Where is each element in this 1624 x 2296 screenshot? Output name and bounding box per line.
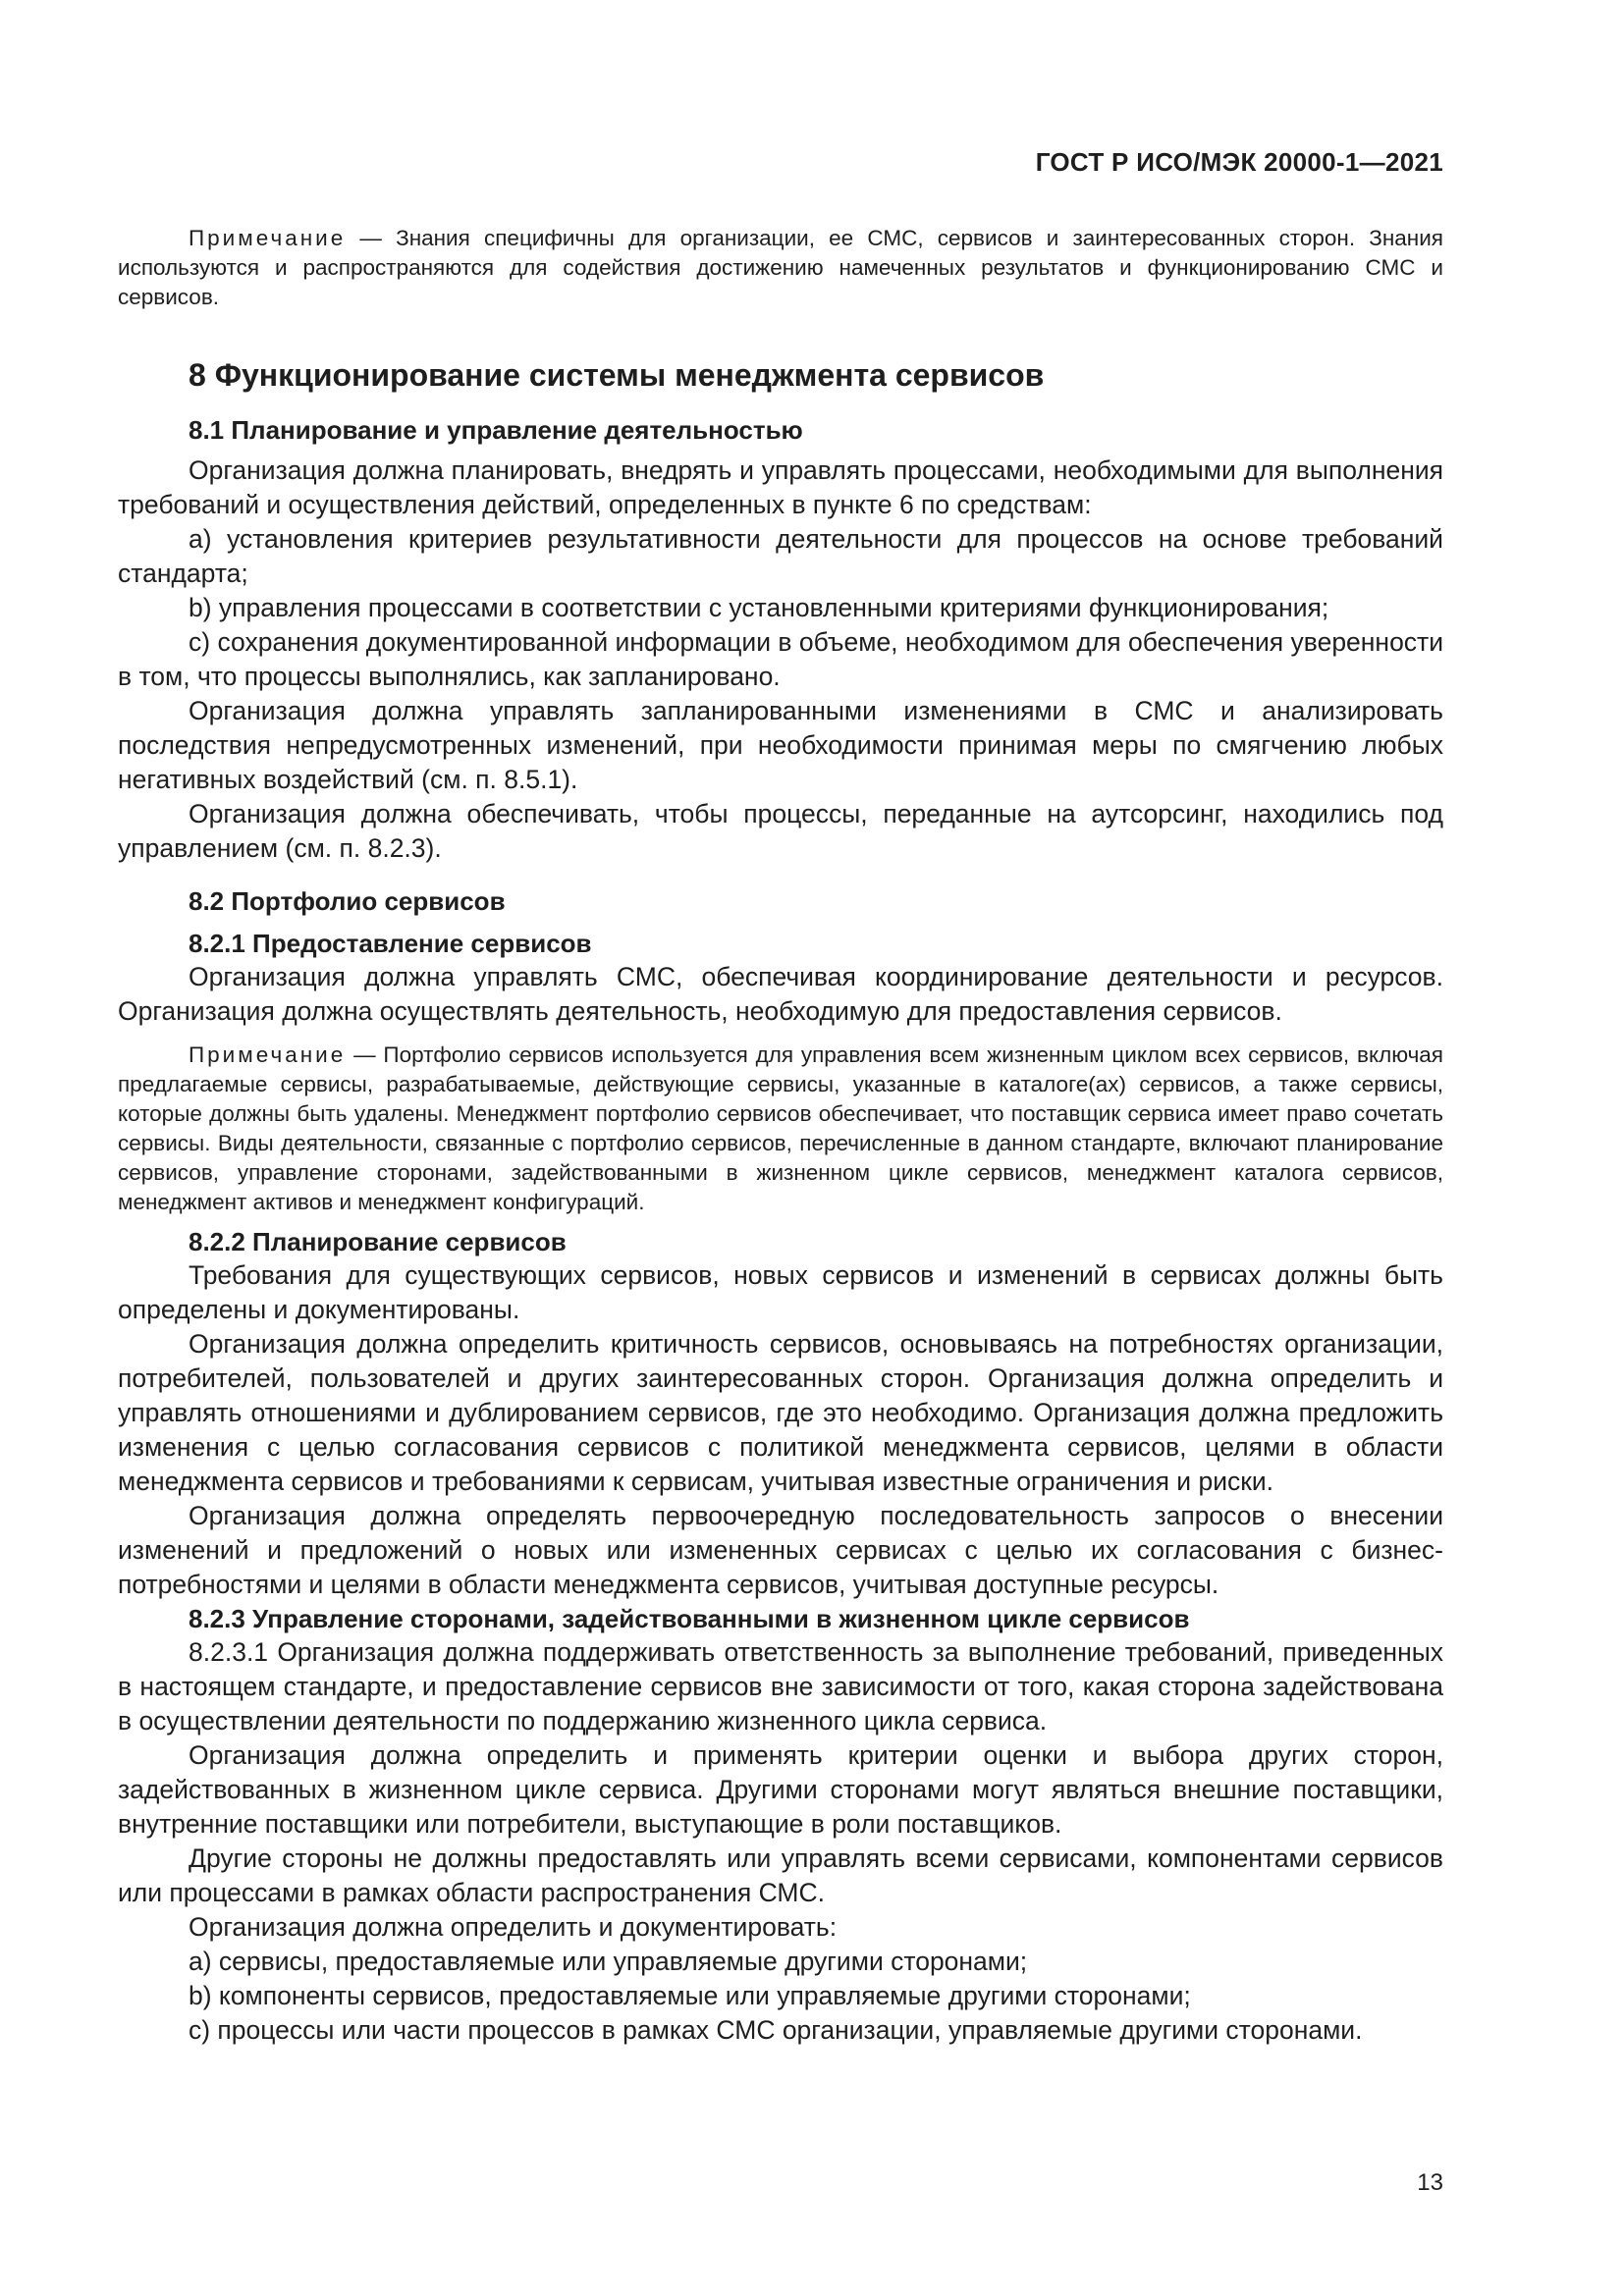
document-header: ГОСТ Р ИСО/МЭК 20000-1—2021: [1035, 147, 1443, 177]
list-item: b) компоненты сервисов, предоставляемые или управляемые другими сторонами;: [189, 1981, 1191, 2010]
list-item: а) установления критериев результативности деятельности для процессов на основе требований стандарта;: [118, 524, 1443, 588]
clause-heading: 8.2.2 Планирование сервисов: [189, 1227, 567, 1256]
subsection-heading: 8.1 Планирование и управление деятельностью: [189, 415, 803, 445]
note-paragraph: [118, 1041, 1443, 1217]
page-number: 13: [1417, 2169, 1443, 2196]
note-text: — Портфолио сервисов используется для управления всем жизненным циклом всех сервисов, включая предлагаемые сервисы, разрабатываемые, действующие сервисы, указанные в каталоге(ах) сервисов, а также сервисы, которые должны быть удалены. Менеджмент портфолио сервисов обеспечивает, что поставщик сервиса имеет право сочетать сервисы. Виды деятельности, связанные с портфолио сервисов, перечисленные в данном стандарте, включают планирование сервисов, управление сторонами, задействованными в жизненном цикле сервисов, менеджмент каталога сервисов, менеджмент активов и менеджмент конфигураций.: [118, 1042, 1443, 1214]
paragraph: Организация должна управлять СМС, обеспечивая координирование деятельности и ресурсов. Организация должна осуществлять деятельность, необходимую для предоставления сервисов.: [118, 962, 1443, 1026]
paragraph: Организация должна определить критичность сервисов, основываясь на потребностях организации, потребителей, пользователей и других заинтересованных сторон. Организация должна определить и управлять отношениями и дублированием сервисов, где это необходимо. Организация должна предложить изменения с целью согласования сервисов с политикой менеджмента сервисов, целями в области менеджмента сервисов и требованиями к сервисам, учитывая известные ограничения и риски.: [118, 1329, 1443, 1496]
paragraph: Требования для существующих сервисов, новых сервисов и изменений в сервисах должны быть определены и документированы.: [118, 1260, 1443, 1324]
paragraph: Организация должна определить и документировать:: [189, 1912, 838, 1942]
section-heading: 8 Функционирование системы менеджмента сервисов: [189, 357, 1045, 393]
note-text: — Знания специфичны для организации, ее СМС, сервисов и заинтересованных сторон. Знания используются и распространяются для содействия достижению намеченных результатов и функционированию СМС и сервисов.: [118, 226, 1443, 309]
list-item: с) процессы или части процессов в рамках СМС организации, управляемые другими сторонами.: [189, 2015, 1363, 2045]
list-item: а) сервисы, предоставляемые или управляемые другими сторонами;: [189, 1947, 1028, 1976]
page-content: [118, 224, 1443, 2048]
paragraph: Организация должна управлять запланированными изменениями в СМС и анализировать последствия непредусмотренных изменений, при необходимости принимая меры по смягчению любых негативных воздействий (см. п. 8.5.1).: [118, 696, 1443, 794]
paragraph: Другие стороны не должны предоставлять или управлять всеми сервисами, компонентами сервисов или процессами в рамках области распространения СМС.: [118, 1843, 1443, 1907]
paragraph: 8.2.3.1 Организация должна поддерживать ответственность за выполнение требований, приведенных в настоящем стандарте, и предоставление сервисов вне зависимости от того, какая сторона задействована в осуществлении деятельности по поддержанию жизненного цикла сервиса.: [118, 1637, 1443, 1735]
clause-heading: 8.2.1 Предоставление сервисов: [189, 929, 592, 958]
clause-heading: 8.2.3 Управление сторонами, задействованными в жизненном цикле сервисов: [189, 1604, 1190, 1633]
paragraph: Организация должна определять первоочередную последовательность запросов о внесении изменений и предложений о новых или измененных сервисах с целью их согласования с бизнес-потребностями и целями в области менеджмента сервисов, учитывая доступные ресурсы.: [118, 1501, 1443, 1599]
note-paragraph: [118, 224, 1443, 312]
paragraph: Организация должна определить и применять критерии оценки и выбора других сторон, задействованных в жизненном цикле сервиса. Другими сторонами могут являться внешние поставщики, внутренние поставщики или потребители, выступающие в роли поставщиков.: [118, 1740, 1443, 1839]
paragraph: Организация должна планировать, внедрять и управлять процессами, необходимыми для выполнения требований и осуществления действий, определенных в пункте 6 по средствам:: [118, 455, 1443, 519]
paragraph: Организация должна обеспечивать, чтобы процессы, переданные на аутсорсинг, находились под управлением (см. п. 8.2.3).: [118, 799, 1443, 863]
note-label: Примечание: [189, 226, 347, 250]
list-item: b) управления процессами в соответствии с установленными критериями функционирования;: [189, 593, 1329, 622]
note-label: Примечание: [189, 1042, 347, 1067]
subsection-heading: 8.2 Портфолио сервисов: [189, 886, 506, 916]
list-item: с) сохранения документированной информации в объеме, необходимом для обеспечения уверенности в том, что процессы выполнялись, как запланировано.: [118, 627, 1443, 691]
